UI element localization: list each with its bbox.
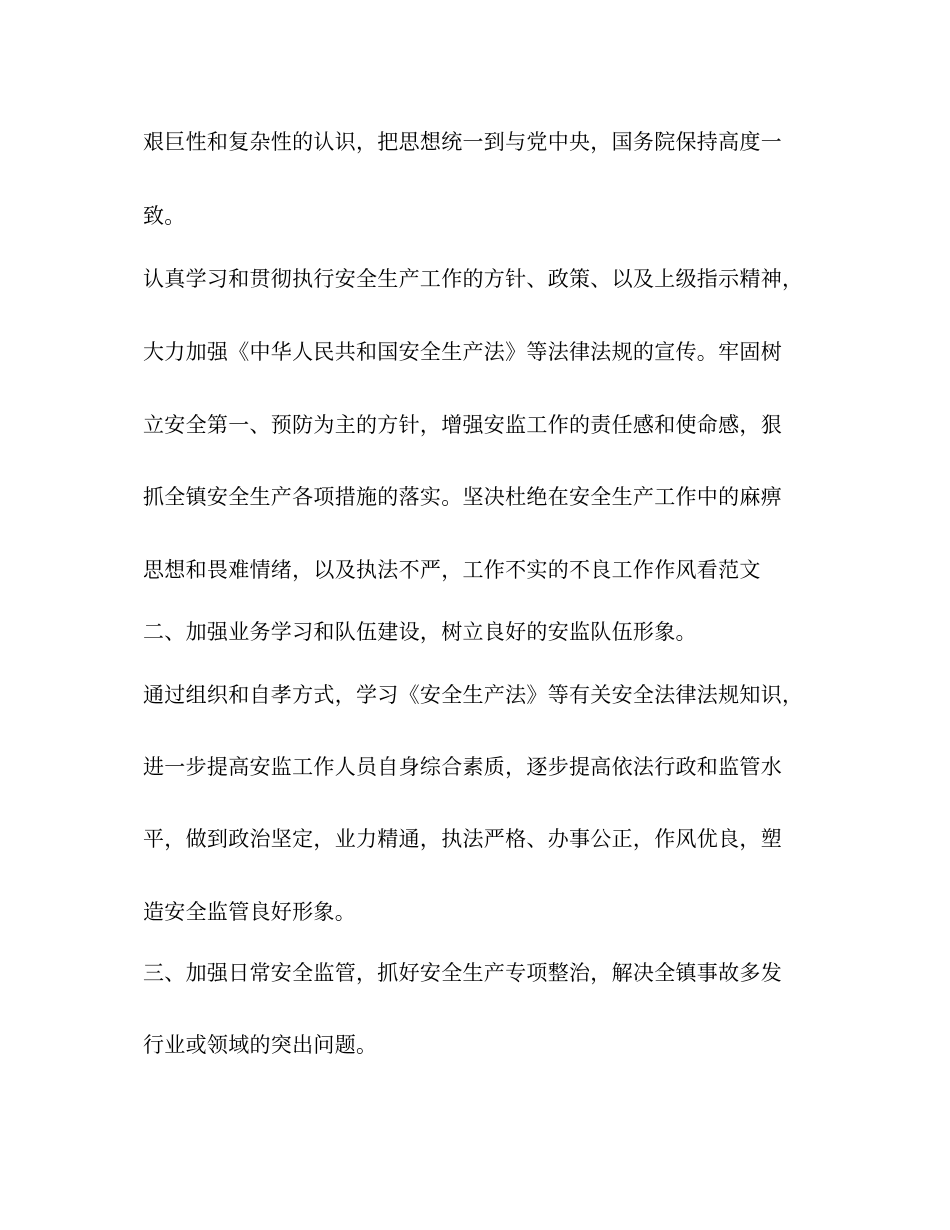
text-line: 平，做到政治坚定，业力精通，执法严格、办事公正，作风优良，塑 — [143, 827, 782, 851]
section-heading: 三、加强日常安全监管，抓好安全生产专项整治，解决全镇事故多发 — [143, 961, 782, 985]
text-line: 通过组织和自孝方式，学习《安全生产法》等有关安全法律法规知识， — [143, 683, 804, 707]
text-line: 艰巨性和复杂性的认识，把思想统一到与党中央，国务院保持高度一 — [143, 130, 782, 154]
text-line: 致。 — [143, 204, 186, 228]
text-line: 进一步提高安监工作人员自身综合素质，逐步提高依法行政和监管水 — [143, 755, 782, 779]
text-line: 抓全镇安全生产各项措施的落实。坚决杜绝在安全生产工作中的麻痹 — [143, 485, 782, 509]
text-line: 思想和畏难情绪，以及执法不严，工作不实的不良工作作风看范文 — [143, 558, 761, 582]
text-line: 立安全第一、预防为主的方针，增强安监工作的责任感和使命感，狠 — [143, 413, 782, 437]
text-line: 行业或领域的突出问题。 — [143, 1033, 378, 1057]
text-line: 认真学习和贯彻执行安全生产工作的方针、政策、以及上级指示精神， — [143, 267, 804, 291]
text-line: 大力加强《中华人民共和国安全生产法》等法律法规的宣传。牢固树 — [143, 340, 782, 364]
text-line: 造安全监管良好形象。 — [143, 900, 356, 924]
section-heading: 二、加强业务学习和队伍建设，树立良好的安监队伍形象。 — [143, 620, 697, 644]
